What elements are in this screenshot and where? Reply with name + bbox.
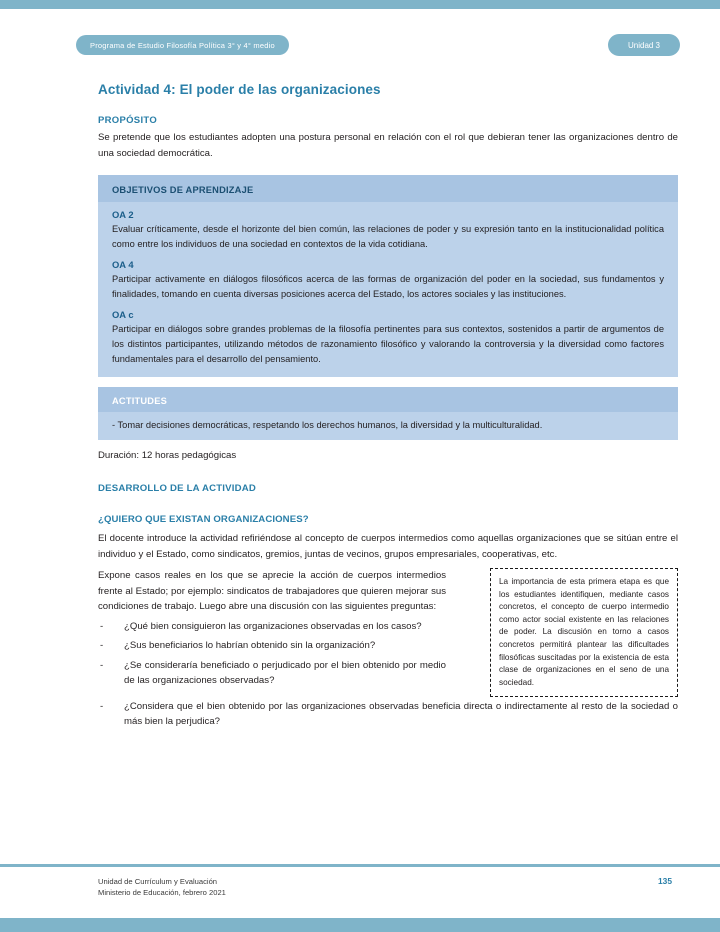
list-item-label: ¿Considera que el bien obtenido por las organizaciones observadas beneficia directa o indirectamente al resto de la sociedad o más bien la perjudica? [124, 700, 678, 727]
questions-list [98, 619, 446, 689]
list-item [98, 638, 446, 654]
footer-divider [0, 864, 720, 867]
oa-text: Participar en diálogos sobre grandes problemas de la filosofía pertinentes para sus contextos, sostenidos a partir de argumentos de los distintos participantes, utilizando métodos de razonamiento filosófico y valorando la controversia y la diversidad como factores fundamentales para el desarrollo del pensamiento. [112, 324, 664, 364]
unit-badge [608, 34, 680, 56]
side-note-text: La importancia de esta primera etapa es que los estudiantes identifiquen, mediante casos concretos, el concepto de cuerpo intermedio como actor social existente en las relaciones de poder. La discusión en torno a casos concretos permitirá plantear las dificultades filosóficas suscitadas por la existencia de esta clase de organizaciones en el seno de una sociedad. [499, 577, 669, 687]
oa-text: Evaluar críticamente, desde el horizonte del bien común, las relaciones de poder y su expresión tanto en la institucionalidad política como entre los individuos de una sociedad en contextos de la vida cotidiana. [112, 224, 664, 249]
development-label: DESARROLLO DE LA ACTIVIDAD [98, 483, 256, 494]
two-column-area [98, 568, 678, 689]
footer-line-2: Ministerio de Educación, febrero 2021 [98, 888, 226, 897]
page-content [0, 72, 720, 734]
oa-code: OA 4 [112, 259, 134, 270]
program-strip-label: Programa de Estudio Filosofía Política 3° y 4° medio [90, 40, 275, 50]
page-footer [0, 864, 720, 932]
list-item [98, 658, 446, 689]
oa-code: OA 2 [112, 209, 134, 220]
list-item [98, 699, 678, 730]
dash-marker: - [100, 700, 104, 712]
attitudes-box [98, 387, 678, 440]
dash-marker: - [100, 640, 104, 651]
development-paragraph-2: Expone casos reales en los que se aprecie la acción de cuerpos intermedios frente al Estado; por ejemplo: sindicatos de trabajadores que quieren mejorar sus condiciones de trabajo. Luego abre una discusión con las siguientes preguntas: [98, 570, 446, 612]
footer-credits [98, 876, 226, 898]
attitudes-text: - Tomar decisiones democráticas, respetando los derechos humanos, la diversidad y la multiculturalidad. [112, 420, 543, 430]
side-note-box [490, 568, 678, 697]
development-subtitle: ¿QUIERO QUE EXISTAN ORGANIZACIONES? [98, 514, 309, 525]
list-item [98, 619, 446, 635]
dash-marker: - [100, 620, 104, 632]
learning-objectives-header-label: OBJETIVOS DE APRENDIZAJE [112, 185, 254, 195]
list-item-label: ¿Qué bien consiguieron las organizaciones observadas en los casos? [124, 620, 422, 632]
program-strip [76, 35, 289, 55]
oa-code: OA c [112, 309, 134, 320]
oa-text: Participar activamente en diálogos filosóficos acerca de las formas de organización del poder en la sociedad, sus fundamentos y finalidades, tomando en cuenta diversas posiciones acerca del Estado, los actores sociales y las instituciones. [112, 274, 664, 299]
dash-marker: - [100, 659, 104, 671]
list-item-label: ¿Sus beneficiarios lo habrían obtenido sin la organización? [124, 640, 376, 651]
final-question-list [98, 699, 678, 730]
learning-objectives-header [98, 175, 678, 202]
duration-text: Duración: 12 horas pedagógicas [98, 450, 237, 461]
attitudes-header [98, 387, 678, 412]
page-header [0, 0, 720, 62]
purpose-label: PROPÓSITO [98, 115, 158, 126]
unit-badge-label: Unidad 3 [627, 40, 661, 50]
footer-line-1: Unidad de Currículum y Evaluación [98, 877, 218, 886]
purpose-text: Se pretende que los estudiantes adopten una postura personal en relación con el rol que debieran tener las organizaciones dentro de una sociedad democrática. [98, 132, 678, 159]
page-title: Actividad 4: El poder de las organizaciones [98, 82, 381, 97]
attitudes-header-label: ACTITUDES [112, 396, 167, 406]
learning-objectives-box [98, 175, 678, 377]
development-paragraph-1: El docente introduce la actividad refiriéndose al concepto de cuerpos intermedios como aquellas organizaciones que se sitúan entre el individuo y el Estado, como sindicatos, gremios, juntas de vecinos, grupos empresariales, cooperativas, etc. [98, 533, 678, 560]
list-item-label: ¿Se consideraría beneficiado o perjudicado por el bien obtenido por medio de las organizaciones observadas? [124, 659, 446, 686]
left-column [98, 568, 446, 689]
page-number: 135 [658, 876, 672, 886]
